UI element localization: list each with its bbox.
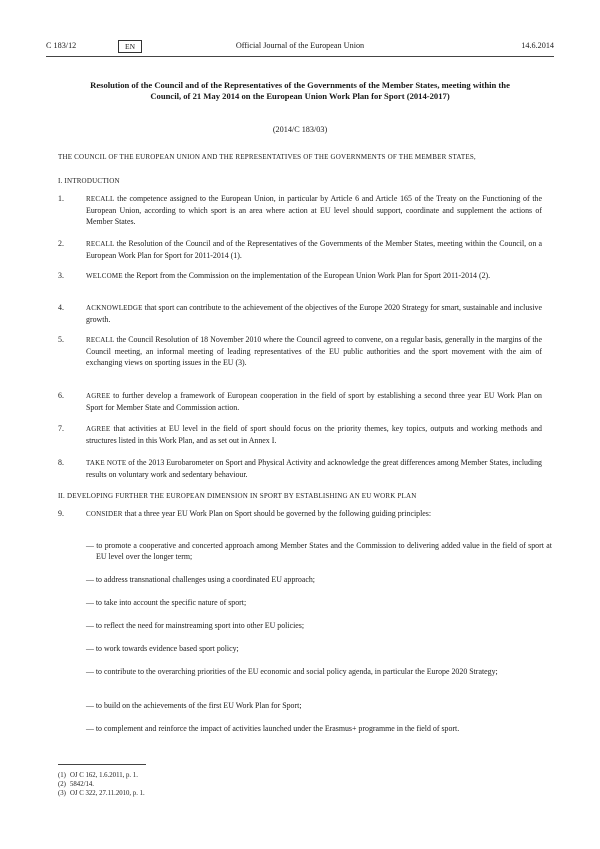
list-item: — to build on the achievements of the first EU Work Plan for Sport; bbox=[86, 701, 302, 710]
list-item: — to take into account the specific nature of sport; bbox=[86, 598, 247, 607]
footnote-mark: (1) bbox=[58, 772, 66, 779]
list-item: — to contribute to the overarching priorities of the EU economic and social policy agenda, in particular the Europe 2020 Strategy; bbox=[86, 667, 498, 676]
paragraph-7 bbox=[86, 423, 542, 446]
paragraph-text: that sport can contribute to the achievement of the objectives of the Europe 2020 Strategy for smart, sustainable and inclusive growth. bbox=[86, 303, 542, 324]
document-title: Resolution of the Council and of the Representatives of the Governments of the Member States, meeting within the Council, of 21 May 2014 on the European Union Work Plan for Sport (2014-2017) bbox=[90, 80, 510, 101]
list-item: — to complement and reinforce the impact of activities launched under the Erasmus+ programme in the field of sport. bbox=[86, 724, 460, 733]
footnote bbox=[58, 780, 94, 789]
footnote-mark: (2) bbox=[58, 781, 66, 788]
paragraph-number: 5. bbox=[58, 335, 64, 344]
footnote bbox=[58, 789, 145, 798]
paragraph-text: that activities at EU level in the field of sport should focus on the priority themes, key topics, outputs and working methods and structures listed in this Work Plan, and as set out in Annex I. bbox=[86, 424, 542, 445]
paragraph-9 bbox=[86, 508, 542, 520]
issue-date: 14.6.2014 bbox=[521, 41, 554, 50]
list-item: — to promote a cooperative and concerted approach among Member States and the Commission to delivering added value in the field of sport at EU level over the longer term; bbox=[86, 541, 552, 561]
paragraph-number: 9. bbox=[58, 509, 64, 518]
language-badge: EN bbox=[118, 40, 142, 53]
paragraph-number: 2. bbox=[58, 239, 64, 248]
section-heading-1: I. INTRODUCTION bbox=[58, 177, 120, 185]
paragraph-text: the Council Resolution of 18 November 2010 where the Council agreed to convene, on a regular basis, generally in the margins of the Council meeting, an informal meeting of leading representatives of the EU public authorities and the sport movement with the aim of exchanging views on sporting issues in the EU (3). bbox=[86, 335, 542, 367]
paragraph-text: the Report from the Commission on the implementation of the European Union Work Plan for Sport 2011-2014 (2). bbox=[122, 271, 491, 280]
document-reference: (2014/C 183/03) bbox=[272, 125, 328, 134]
paragraph-8 bbox=[86, 457, 542, 480]
paragraph-keyword: RECALL bbox=[86, 195, 115, 203]
issue-reference: C 183/12 bbox=[46, 41, 77, 50]
header-rule bbox=[46, 56, 554, 57]
footnote-text: OJ C 322, 27.11.2010, p. 1. bbox=[70, 790, 145, 797]
paragraph-6 bbox=[86, 390, 542, 413]
footnote-mark: (3) bbox=[58, 790, 66, 797]
journal-title: Official Journal of the European Union bbox=[235, 41, 365, 50]
paragraph-3 bbox=[86, 270, 542, 282]
paragraph-keyword: WELCOME bbox=[86, 272, 123, 280]
footnote-text: OJ C 162, 1.6.2011, p. 1. bbox=[70, 772, 138, 779]
paragraph-text: the Resolution of the Council and of the Representatives of the Governments of the Member States, meeting within the Council, on a European Work Plan for Sport for 2011-2014 (1). bbox=[86, 239, 542, 260]
list-item: — to work towards evidence based sport policy; bbox=[86, 644, 239, 653]
paragraph-keyword: TAKE NOTE bbox=[86, 459, 127, 467]
preamble: THE COUNCIL OF THE EUROPEAN UNION AND THE REPRESENTATIVES OF THE GOVERNMENTS OF THE MEMBER STATES, bbox=[58, 153, 476, 161]
paragraph-keyword: AGREE bbox=[86, 392, 111, 400]
list-item: — to reflect the need for mainstreaming sport into other EU policies; bbox=[86, 621, 305, 630]
paragraph-2 bbox=[86, 238, 542, 261]
paragraph-text: that a three year EU Work Plan on Sport should be governed by the following guiding principles: bbox=[122, 509, 432, 518]
paragraph-number: 8. bbox=[58, 458, 64, 467]
paragraph-keyword: AGREE bbox=[86, 425, 111, 433]
paragraph-keyword: CONSIDER bbox=[86, 510, 123, 518]
list-item: — to address transnational challenges using a coordinated EU approach; bbox=[86, 575, 315, 584]
paragraph-number: 3. bbox=[58, 271, 64, 280]
paragraph-text: the competence assigned to the European Union, in particular by Article 6 and Article 165 of the Treaty on the Functioning of the European Union, according to which sport is an area where action at EU level should support, coordinate and supplement the actions of Member States. bbox=[86, 194, 542, 226]
paragraph-1 bbox=[86, 193, 542, 227]
paragraph-text: of the 2013 Eurobarometer on Sport and Physical Activity and acknowledge the great differences among Member States, including results on voluntary work and sedentary behaviour. bbox=[86, 458, 542, 479]
paragraph-keyword: ACKNOWLEDGE bbox=[86, 304, 143, 312]
section-heading-2: II. DEVELOPING FURTHER THE EUROPEAN DIMENSION IN SPORT BY ESTABLISHING AN EU WORK PLAN bbox=[58, 492, 417, 500]
paragraph-keyword: RECALL bbox=[86, 240, 115, 248]
footnote bbox=[58, 771, 138, 780]
paragraph-number: 7. bbox=[58, 424, 64, 433]
paragraph-4 bbox=[86, 302, 542, 325]
footnote-text: 5842/14. bbox=[70, 781, 94, 788]
paragraph-number: 1. bbox=[58, 194, 64, 203]
footnote-rule bbox=[58, 764, 146, 765]
paragraph-number: 6. bbox=[58, 391, 64, 400]
paragraph-number: 4. bbox=[58, 303, 64, 312]
page-header bbox=[46, 40, 554, 54]
paragraph-text: to further develop a framework of European cooperation in the field of sport by establishing a second three year EU Work Plan on Sport for Member State and Commission action. bbox=[86, 391, 542, 412]
paragraph-5 bbox=[86, 334, 542, 368]
paragraph-keyword: RECALL bbox=[86, 336, 115, 344]
